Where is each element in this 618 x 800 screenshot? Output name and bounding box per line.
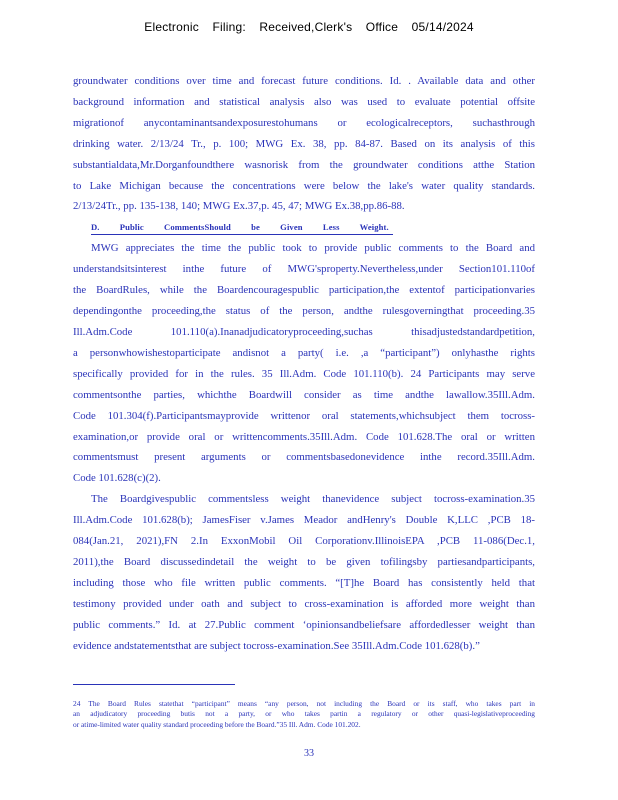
footnote: [73, 699, 535, 730]
body-text: [73, 71, 535, 656]
body-line: public comments.” Id. at 27.Public comment ‘opinionsandbeliefsare affordedlesser weight than: [73, 618, 535, 631]
body-line: a personwhowishestoparticipate andisnot a party( i.e. ,a “participant”) onlyhasthe rights: [73, 346, 535, 359]
body-line: background information and statistical analysis also was used to evaluate potential offsite: [73, 95, 535, 108]
body-line: Ill.Adm.Code 101.628(b); JamesFiser v.James Meador andHenry's Double K,LLC ,PCB 18-: [73, 514, 535, 527]
body-line: MWG appreciates the time the public took to provide public comments to the Board and: [91, 242, 535, 255]
body-line: 2011),the Board discussedindetail the weight to be given tofilingsby partiesandparticipants,: [73, 555, 535, 568]
body-line: to Lake Michigan because the concentrations were below the lake's water quality standards.: [73, 179, 535, 192]
body-line: commentsmust present arguments or commentsbasedonevidence inthe record.35Ill.Adm.: [73, 451, 535, 464]
page-number: 33: [304, 748, 314, 759]
section-heading-row: [73, 217, 535, 238]
body-line: substantialdata,Mr.Dorganfoundthere wasnorisk from the groundwater conditions atthe Station: [73, 158, 535, 171]
body-line: The Boardgivespublic commentsless weight thanevidence subject tocross-examination.35: [91, 493, 535, 506]
body-line: evidence andstatementsthat are subject tocross-examination.See 35Ill.Adm.Code 101.628(b).”: [73, 639, 480, 652]
body-line: the BoardRules, while the Boardencouragespublic participation,the extentof participationvaries: [73, 284, 535, 297]
body-line: Code 101.304(f).Participantsmayprovide writtenor oral statements,whichsubject them tocross-: [73, 409, 535, 422]
body-line: dependingonthe proceeding,the status of the person, andthe rulesgoverningthat proceeding.35: [73, 305, 535, 318]
footnote-divider: [73, 684, 235, 685]
footnote-line: 24 The Board Rules statethat “participant” means “any person, not including the Board or its staff, who takes part in: [73, 699, 535, 708]
body-line: commentsonthe parties, whichthe Boardwill consider as time andthe lawallow.35Ill.Adm.: [73, 388, 535, 401]
body-line: specifically provided for in the rules. 35 Ill.Adm. Code 101.110(b). 24 Participants may serve: [73, 367, 535, 380]
body-line: examination,or provide oral or writtencomments.35Ill.Adm. Code 101.628.The oral or written: [73, 430, 535, 443]
footnote-line: or atime-limited water quality standard proceeding before the Board.”35 Ill. Adm. Code 101.202.: [73, 719, 361, 729]
body-line: testimony provided under oath and subject to cross-examination is afforded more weight than: [73, 597, 535, 610]
filing-header: Electronic Filing: Received,Clerk's Office 05/14/2024: [144, 20, 474, 34]
body-line: understandsitsinterest inthe future of MWG'sproperty.Nevertheless,under Section101.110of: [73, 263, 535, 276]
body-line: drinking water. 2/13/24 Tr., p. 100; MWG Ex. 38, pp. 84-87. Based on its analysis of this: [73, 137, 535, 150]
body-line: Ill.Adm.Code 101.110(a).Inanadjudicatoryproceeding,suchas thisadjustedstandardpetition,: [73, 325, 535, 338]
body-line: 2/13/24Tr., pp. 135-138, 140; MWG Ex.37,p. 45, 47; MWG Ex.38,pp.86-88.: [73, 200, 405, 213]
body-line: migrationof anycontaminantsandexposurestohumans or ecologicalreceptors, suchasthrough: [73, 116, 535, 129]
footnote-line: an adjudicatory proceeding butis not a party, or who takes partin a regulatory or other quasi-legislativeproceeding: [73, 709, 535, 719]
body-line: Code 101.628(c)(2).: [73, 472, 161, 485]
body-line: groundwater conditions over time and forecast future conditions. Id. . Available data and other: [73, 75, 535, 87]
body-line: including those who file written public comments. “[T]he Board has consistently held that: [73, 576, 535, 589]
body-line: 084(Jan.21, 2021),FN 2.In ExxonMobil Oil Corporationv.IllinoisEPA ,PCB 11-086(Dec.1,: [73, 535, 535, 548]
section-heading: D. Public CommentsShould be Given Less Weight.: [91, 220, 393, 235]
